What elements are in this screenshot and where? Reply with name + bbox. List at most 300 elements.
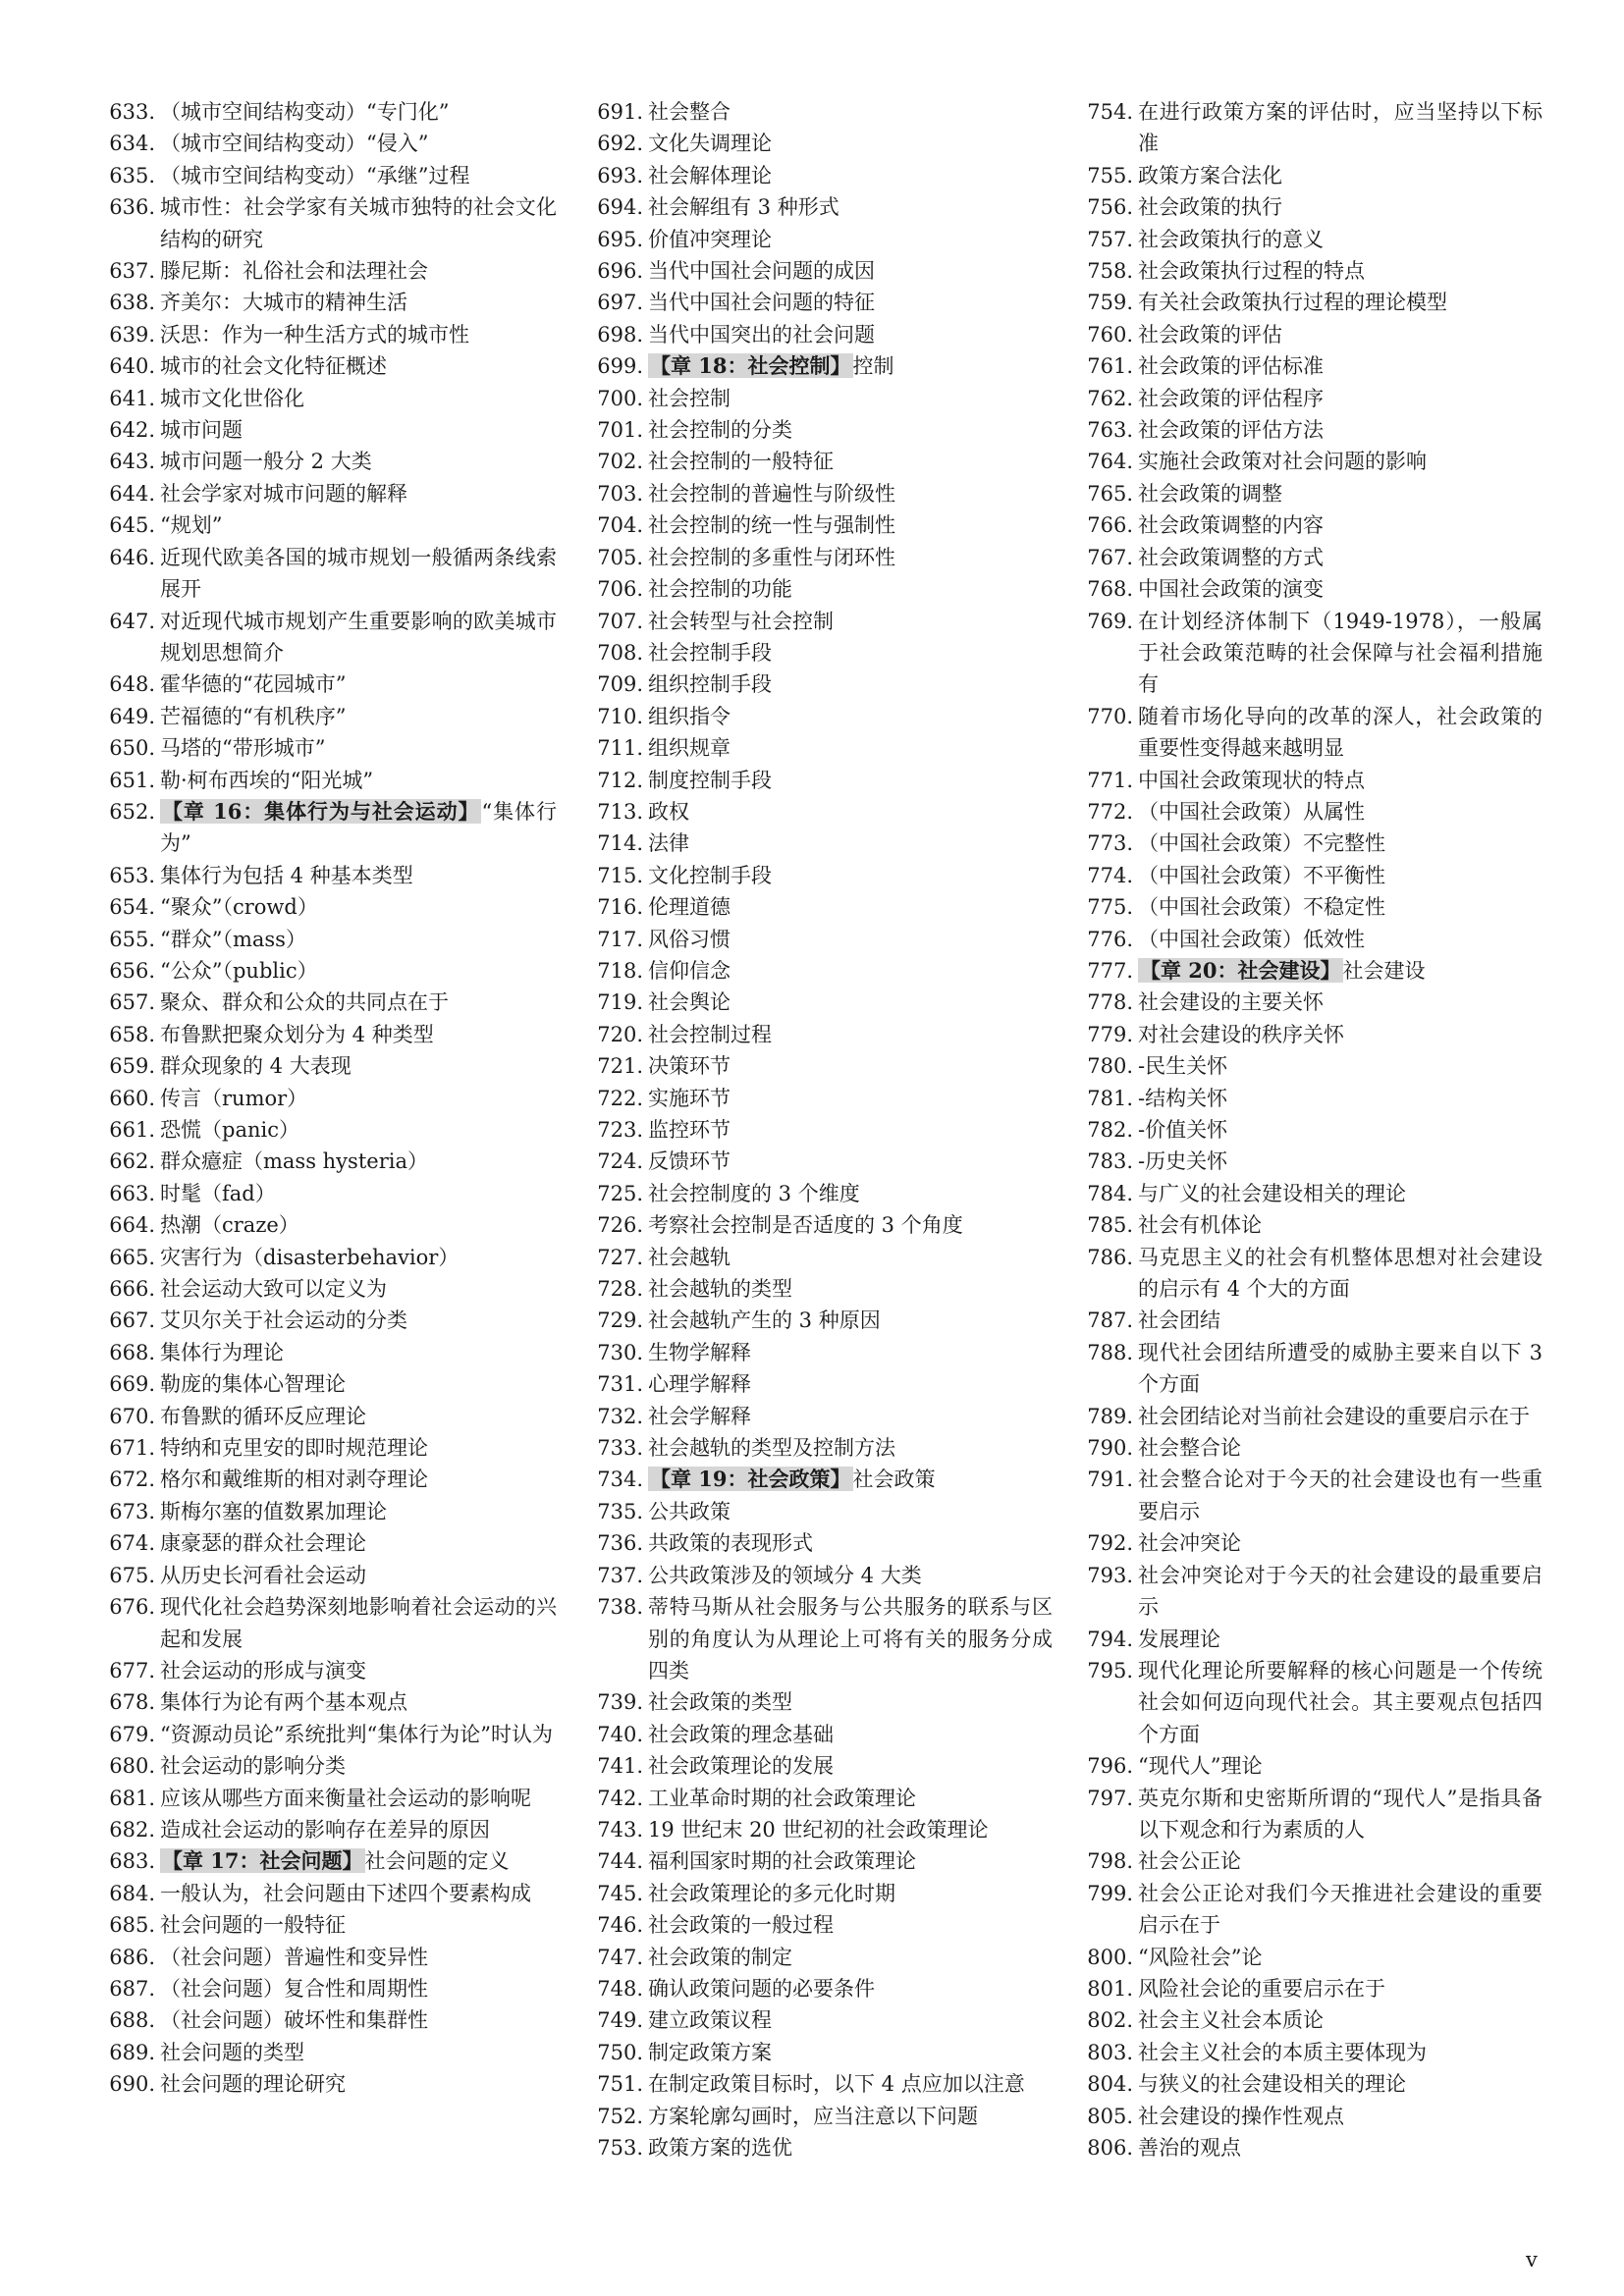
entry-text: 福利国家时期的社会政策理论	[648, 1849, 916, 1874]
entry-text-wrap	[1135, 573, 1543, 605]
index-entry	[583, 1050, 1053, 1082]
entry-text: 制度控制手段	[648, 768, 772, 792]
index-entry	[95, 1591, 557, 1655]
index-entry	[583, 701, 1053, 732]
entry-number: 741.	[597, 1754, 643, 1779]
entry-number: 762.	[1087, 386, 1133, 410]
entry-text: 公共政策	[648, 1499, 731, 1523]
index-entry	[95, 1560, 557, 1591]
entry-text-wrap	[645, 2068, 1053, 2100]
index-entry	[95, 1496, 557, 1527]
entry-text: 生物学解释	[648, 1340, 751, 1364]
index-entry	[1073, 573, 1543, 605]
entry-number: 796.	[1087, 1754, 1133, 1779]
entry-number: 768.	[1087, 577, 1133, 602]
entry-number: 735.	[597, 1499, 643, 1523]
entry-text-wrap	[645, 287, 1053, 318]
entry-number: 771.	[1087, 768, 1133, 792]
entry-text: 社会越轨的类型	[648, 1277, 792, 1302]
chapter-heading: 【章 16：集体行为与社会运动】	[162, 798, 480, 824]
entry-text-wrap	[157, 1783, 557, 1814]
index-entry	[95, 287, 557, 318]
entry-text: 社会政策的一般过程	[648, 1913, 834, 1938]
entry-text: 社会越轨	[648, 1245, 731, 1269]
entry-text-wrap	[1135, 2101, 1543, 2132]
entry-number: 719.	[597, 990, 643, 1015]
entry-text-wrap	[645, 573, 1053, 605]
entry-text-wrap	[1135, 191, 1543, 223]
entry-text: 有关社会政策执行过程的理论模型	[1138, 291, 1447, 315]
entry-text: 社会整合论对于今天的社会建设也有一些重要启示	[1138, 1468, 1543, 1523]
chapter-entry	[95, 1845, 557, 1877]
entry-text-wrap	[1135, 987, 1543, 1018]
entry-text-wrap	[157, 891, 557, 923]
index-entry	[583, 1783, 1053, 1814]
entry-number: 690.	[109, 2072, 155, 2097]
entry-text-wrap	[645, 1019, 1053, 1050]
index-entry	[95, 1878, 557, 1909]
index-entry	[1073, 828, 1543, 859]
entry-text: 社会控制的一般特征	[648, 450, 834, 474]
entry-text-wrap	[157, 509, 557, 541]
entry-number: 683.	[109, 1849, 155, 1874]
entry-number: 677.	[109, 1658, 155, 1682]
entry-number: 799.	[1087, 1881, 1133, 1905]
entry-text: （城市空间结构变动）“侵入”	[160, 132, 429, 156]
index-entry	[1073, 1401, 1543, 1432]
entry-text-wrap	[645, 987, 1053, 1018]
entry-text: 斯梅尔塞的值数累加理论	[160, 1499, 387, 1523]
entry-number: 652.	[109, 799, 155, 824]
index-entry	[1073, 1083, 1543, 1114]
entry-text: 随着市场化导向的改革的深人，社会政策的重要性变得越来越明显	[1138, 704, 1543, 761]
entry-number: 761.	[1087, 354, 1133, 379]
entry-text: 确认政策问题的必要条件	[648, 1976, 875, 2001]
entry-text: 社会冲突论	[1138, 1531, 1241, 1556]
entry-text: 社会转型与社会控制	[648, 609, 834, 633]
entry-number: 639.	[109, 322, 155, 347]
entry-number: 655.	[109, 927, 155, 951]
index-entry	[95, 1178, 557, 1209]
entry-text: 社会有机体论	[1138, 1213, 1262, 1238]
entry-text-wrap	[645, 1942, 1053, 1973]
entry-text: “集体行为”	[160, 799, 557, 856]
entry-text: 现代化社会趋势深刻地影响着社会运动的兴起和发展	[160, 1595, 557, 1651]
entry-number: 704.	[597, 513, 643, 538]
entry-text-wrap	[157, 414, 557, 446]
index-entry	[95, 383, 557, 414]
entry-text-wrap	[1135, 414, 1543, 446]
index-entry	[95, 1686, 557, 1718]
index-entry	[95, 1909, 557, 1941]
index-entry	[1073, 96, 1543, 160]
entry-number: 681.	[109, 1786, 155, 1810]
entry-text: 社会控制手段	[648, 640, 772, 665]
index-entry	[1073, 2037, 1543, 2068]
entry-text: 方案轮廓勾画时，应当注意以下问题	[648, 2104, 978, 2128]
entry-number: 675.	[109, 1563, 155, 1587]
entry-text: 社会问题的类型	[160, 2040, 304, 2064]
entry-text-wrap	[645, 860, 1053, 891]
entry-number: 702.	[597, 450, 643, 474]
entry-text-wrap	[645, 955, 1053, 987]
entry-text-wrap	[645, 2101, 1053, 2132]
entry-text: （中国社会政策）不平衡性	[1138, 863, 1385, 887]
index-entry	[583, 1209, 1053, 1241]
index-entry	[95, 1050, 557, 1082]
entry-text: “公众”（public）	[160, 958, 318, 983]
index-entry	[95, 1401, 557, 1432]
entry-text: “规划”	[160, 513, 223, 538]
index-entry	[95, 1019, 557, 1050]
entry-text: （社会问题）普遍性和变异性	[160, 1945, 428, 1969]
entry-text-wrap	[645, 1146, 1053, 1177]
entry-number: 794.	[1087, 1627, 1133, 1651]
index-entry	[583, 1973, 1053, 2004]
index-entry	[1073, 446, 1543, 477]
entry-text: 当代中国社会问题的成因	[648, 259, 875, 284]
index-entry	[1073, 987, 1543, 1018]
entry-number: 682.	[109, 1817, 155, 1842]
entry-text: 灾害行为（disasterbehavior）	[160, 1245, 460, 1269]
entry-text-wrap	[157, 1273, 557, 1305]
index-entry	[583, 1146, 1053, 1177]
entry-text: 群众癔症（mass hysteria）	[160, 1149, 428, 1174]
entry-number: 638.	[109, 291, 155, 315]
index-column-3	[1073, 96, 1543, 2163]
entry-text-wrap	[157, 287, 557, 318]
entry-text: 社会整合	[648, 100, 731, 124]
entry-text-wrap	[157, 701, 557, 732]
entry-text: 当代中国突出的社会问题	[648, 322, 875, 347]
entry-text: 社会控制的多重性与闭环性	[648, 545, 895, 569]
entry-number: 649.	[109, 704, 155, 728]
index-entry	[583, 1591, 1053, 1686]
index-entry	[583, 383, 1053, 414]
index-entry	[95, 732, 557, 764]
entry-text: 布鲁默把聚众划分为 4 种类型	[160, 1022, 434, 1046]
entry-text-wrap	[1135, 891, 1543, 923]
entry-text-wrap	[645, 828, 1053, 859]
index-entry	[95, 1083, 557, 1114]
entry-text-wrap	[157, 606, 557, 669]
entry-text: 社会学家对城市问题的解释	[160, 481, 407, 506]
index-entry	[95, 414, 557, 446]
entry-text: 城市问题一般分 2 大类	[160, 450, 372, 474]
index-column-2	[583, 96, 1053, 2163]
entry-number: 748.	[597, 1976, 643, 2001]
entry-text: 造成社会运动的影响存在差异的原因	[160, 1817, 490, 1842]
entry-number: 749.	[597, 2008, 643, 2033]
entry-text: 社会主义社会本质论	[1138, 2008, 1324, 2033]
entry-number: 692.	[597, 132, 643, 156]
entry-text-wrap	[645, 1560, 1053, 1591]
index-entry	[95, 255, 557, 287]
entry-number: 726.	[597, 1213, 643, 1238]
entry-text: -结构关怀	[1138, 1086, 1228, 1110]
entry-number: 703.	[597, 481, 643, 506]
entry-number: 672.	[109, 1468, 155, 1492]
entry-text: 在进行政策方案的评估时，应当坚持以下标准	[1138, 100, 1543, 156]
index-entry	[1073, 350, 1543, 382]
entry-number: 717.	[597, 927, 643, 951]
entry-number: 708.	[597, 640, 643, 665]
index-entry	[1073, 1527, 1543, 1559]
entry-text-wrap	[157, 1305, 557, 1336]
entry-text: 沃思：作为一种生活方式的城市性	[160, 322, 469, 347]
entry-text-wrap	[645, 191, 1053, 223]
entry-number: 736.	[597, 1531, 643, 1556]
entry-text: 社会越轨的类型及控制方法	[648, 1436, 895, 1461]
index-entry	[95, 350, 557, 382]
entry-text-wrap	[645, 796, 1053, 828]
entry-text: 群众现象的 4 大表现	[160, 1054, 352, 1079]
entry-number: 668.	[109, 1340, 155, 1364]
entry-text: 中国社会政策的演变	[1138, 577, 1324, 602]
page-number: v	[1526, 2248, 1538, 2271]
entry-number: 720.	[597, 1022, 643, 1046]
entry-text: 决策环节	[648, 1054, 731, 1079]
index-entry	[1073, 1146, 1543, 1177]
index-entry	[1073, 1337, 1543, 1401]
entry-number: 687.	[109, 1976, 155, 2001]
entry-number: 795.	[1087, 1658, 1133, 1682]
index-entry	[95, 1750, 557, 1782]
entry-text-wrap	[645, 1305, 1053, 1336]
entry-text: “现代人”理论	[1138, 1754, 1263, 1779]
entry-number: 658.	[109, 1022, 155, 1046]
index-entry	[95, 1368, 557, 1400]
entry-number: 798.	[1087, 1849, 1133, 1874]
entry-text-wrap	[645, 1750, 1053, 1782]
index-entry	[583, 1178, 1053, 1209]
entry-text-wrap	[1135, 1050, 1543, 1082]
entry-number: 694.	[597, 195, 643, 220]
entry-text-wrap	[1135, 1337, 1543, 1401]
entry-text: 社会建设的操作性观点	[1138, 2104, 1344, 2128]
entry-text-wrap	[157, 191, 557, 255]
entry-text-wrap	[645, 414, 1053, 446]
entry-text-wrap	[157, 1337, 557, 1368]
entry-text: 社会控制的分类	[648, 418, 792, 443]
entry-number: 699.	[597, 354, 643, 379]
entry-text-wrap	[157, 1655, 557, 1686]
entry-text: （城市空间结构变动）“承继”过程	[160, 163, 470, 187]
entry-text-wrap	[645, 924, 1053, 955]
index-entry	[583, 1273, 1053, 1305]
entry-text: 组织指令	[648, 704, 731, 728]
entry-number: 644.	[109, 481, 155, 506]
index-entry	[1073, 255, 1543, 287]
entry-text-wrap	[645, 1814, 1053, 1845]
entry-text-wrap	[645, 1368, 1053, 1400]
index-entry	[583, 860, 1053, 891]
entry-text: 社会解组有 3 种形式	[648, 195, 839, 220]
entry-text-wrap	[1135, 860, 1543, 891]
entry-text-wrap	[645, 1719, 1053, 1750]
index-entry	[1073, 2004, 1543, 2036]
index-entry	[583, 1114, 1053, 1146]
entry-number: 678.	[109, 1690, 155, 1715]
index-entry	[583, 1432, 1053, 1464]
entry-text: 社会政策的类型	[648, 1690, 792, 1715]
entry-text-wrap	[157, 1942, 557, 1973]
index-entry	[95, 509, 557, 541]
index-entry	[95, 606, 557, 669]
chapter-heading: 【章 19：社会政策】	[650, 1467, 851, 1492]
entry-text-wrap	[1135, 1783, 1543, 1846]
entry-text: 社会公正论	[1138, 1849, 1241, 1874]
entry-text: 公共政策涉及的领域分 4 大类	[648, 1563, 922, 1587]
entry-text: 与狭义的社会建设相关的理论	[1138, 2072, 1406, 2097]
entry-text: 社会建设的主要关怀	[1138, 990, 1324, 1015]
index-entry	[1073, 191, 1543, 223]
index-entry	[1073, 2068, 1543, 2100]
index-entry	[583, 319, 1053, 350]
entry-text: （中国社会政策）从属性	[1138, 799, 1365, 824]
entry-text: 社会政策理论的发展	[648, 1754, 834, 1779]
entry-text-wrap	[645, 1464, 1053, 1495]
entry-text-wrap	[157, 860, 557, 891]
index-entry	[583, 637, 1053, 668]
entry-text: 文化失调理论	[648, 132, 772, 156]
entry-text: 信仰信念	[648, 958, 731, 983]
entry-number: 724.	[597, 1149, 643, 1174]
entry-number: 801.	[1087, 1976, 1133, 2001]
index-entry	[95, 924, 557, 955]
index-entry	[583, 796, 1053, 828]
entry-number: 670.	[109, 1404, 155, 1428]
entry-number: 648.	[109, 672, 155, 697]
index-entry	[1073, 2132, 1543, 2163]
entry-number: 664.	[109, 1213, 155, 1238]
entry-number: 733.	[597, 1436, 643, 1461]
entry-text-wrap	[157, 1209, 557, 1241]
entry-text-wrap	[157, 383, 557, 414]
entry-text-wrap	[1135, 1464, 1543, 1527]
index-entry	[583, 1496, 1053, 1527]
index-entry	[583, 765, 1053, 796]
index-entry	[583, 160, 1053, 191]
entry-number: 686.	[109, 1945, 155, 1969]
entry-text-wrap	[645, 2132, 1053, 2163]
chapter-heading: 【章 18：社会控制】	[650, 353, 851, 379]
entry-number: 706.	[597, 577, 643, 602]
entry-text: 布鲁默的循环反应理论	[160, 1404, 366, 1428]
index-entry	[583, 287, 1053, 318]
entry-text-wrap	[1135, 1146, 1543, 1177]
entry-text-wrap	[1135, 1083, 1543, 1114]
entry-number: 747.	[597, 1945, 643, 1969]
entry-text-wrap	[157, 1496, 557, 1527]
entry-text-wrap	[645, 2004, 1053, 2036]
entry-text-wrap	[1135, 1178, 1543, 1209]
entry-text-wrap	[157, 1814, 557, 1845]
entry-number: 790.	[1087, 1436, 1133, 1461]
entry-text-wrap	[157, 1242, 557, 1273]
index-entry	[1073, 1114, 1543, 1146]
entry-number: 727.	[597, 1245, 643, 1269]
entry-text-wrap	[645, 1178, 1053, 1209]
entry-text-wrap	[157, 1845, 557, 1877]
entry-text: 现代社会团结所遭受的威胁主要来自以下 3 个方面	[1138, 1340, 1543, 1397]
entry-number: 791.	[1087, 1468, 1133, 1492]
index-entry	[583, 2004, 1053, 2036]
entry-text-wrap	[157, 1973, 557, 2004]
entry-text-wrap	[1135, 255, 1543, 287]
entry-number: 684.	[109, 1881, 155, 1905]
entry-text-wrap	[157, 160, 557, 191]
entry-number: 792.	[1087, 1531, 1133, 1556]
entry-text-wrap	[157, 1019, 557, 1050]
index-entry	[95, 1114, 557, 1146]
index-entry	[1073, 1750, 1543, 1782]
entry-text: 格尔和戴维斯的相对剥夺理论	[160, 1468, 428, 1492]
entry-number: 777.	[1087, 958, 1133, 983]
entry-text: 风险社会论的重要启示在于	[1138, 1976, 1385, 2001]
index-entry	[1073, 1019, 1543, 1050]
entry-number: 645.	[109, 513, 155, 538]
index-entry	[95, 987, 557, 1018]
index-entry	[1073, 509, 1543, 541]
index-entry	[583, 478, 1053, 509]
entry-text-wrap	[1135, 1942, 1543, 1973]
entry-number: 787.	[1087, 1308, 1133, 1333]
entry-text: 社会政策执行的意义	[1138, 227, 1324, 251]
index-entry	[95, 1432, 557, 1464]
index-entry	[583, 1942, 1053, 1973]
entry-text: 社会政策的理念基础	[648, 1722, 834, 1746]
entry-text-wrap	[157, 1909, 557, 1941]
index-entry	[583, 987, 1053, 1018]
entry-text-wrap	[157, 1560, 557, 1591]
entry-text: 社会政策调整的方式	[1138, 545, 1324, 569]
entry-number: 757.	[1087, 227, 1133, 251]
entry-text-wrap	[157, 319, 557, 350]
entry-text-wrap	[157, 255, 557, 287]
entry-text-wrap	[1135, 955, 1543, 987]
entry-text-wrap	[157, 1686, 557, 1718]
entry-text: 城市文化世俗化	[160, 386, 304, 410]
index-entry	[1073, 1432, 1543, 1464]
index-entry	[1073, 1845, 1543, 1877]
index-entry	[1073, 1942, 1543, 1973]
entry-text: 勒·柯布西埃的“阳光城”	[160, 768, 374, 792]
entry-text-wrap	[1135, 96, 1543, 160]
entry-number: 640.	[109, 354, 155, 379]
entry-text-wrap	[645, 1337, 1053, 1368]
entry-text-wrap	[1135, 1527, 1543, 1559]
entry-text: 政权	[648, 799, 689, 824]
entry-text: 社会问题的一般特征	[160, 1913, 346, 1938]
entry-text: （中国社会政策）不稳定性	[1138, 895, 1385, 920]
entry-number: 774.	[1087, 863, 1133, 887]
entry-number: 637.	[109, 259, 155, 284]
index-entry	[95, 955, 557, 987]
entry-text-wrap	[1135, 2068, 1543, 2100]
entry-text: 社会政策执行过程的特点	[1138, 259, 1365, 284]
entry-text-wrap	[645, 383, 1053, 414]
entry-text-wrap	[645, 1496, 1053, 1527]
entry-number: 635.	[109, 163, 155, 187]
entry-text: 实施社会政策对社会问题的影响	[1138, 450, 1427, 474]
entry-text-wrap	[157, 1146, 557, 1177]
index-entry	[1073, 2101, 1543, 2132]
entry-number: 804.	[1087, 2072, 1133, 2097]
entry-text: 反馈环节	[648, 1149, 731, 1174]
entry-number: 673.	[109, 1499, 155, 1523]
entry-text: 社会整合论	[1138, 1436, 1241, 1461]
